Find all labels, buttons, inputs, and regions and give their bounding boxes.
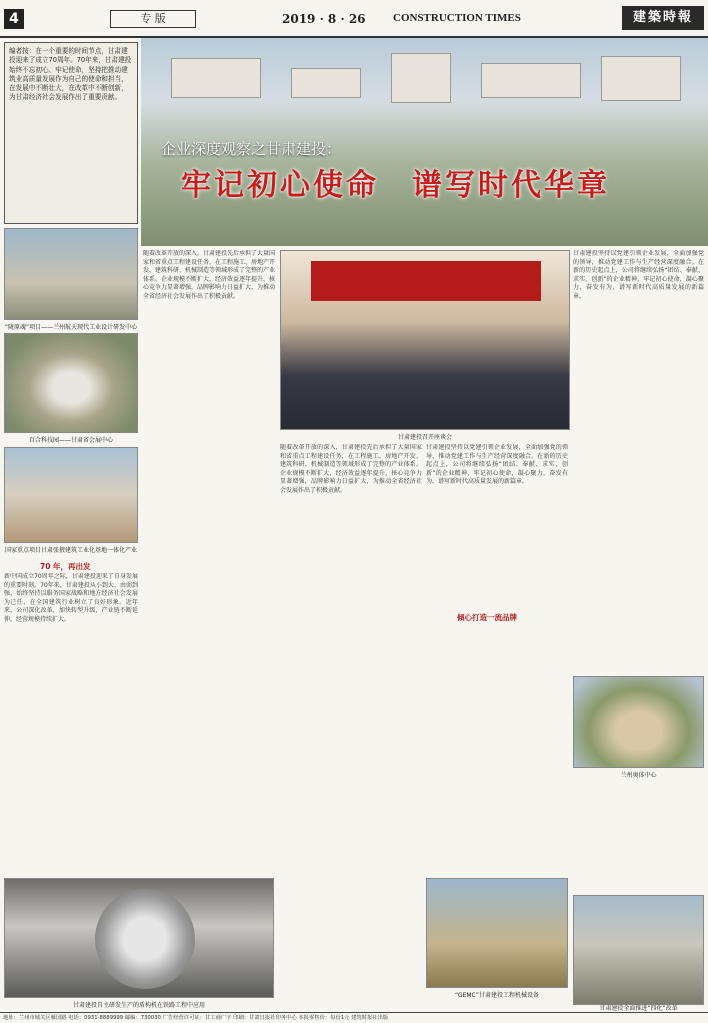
- caption: 百合科技园——甘肃省会展中心: [28, 437, 113, 444]
- footer: 地址：兰州市城关区雁园路 电话：0931-8889999 邮编：730030 广告经营许可证：甘工商广字 印刷：甘肃日报社印务中心 本报零售价：每份1元 建筑时报社出版: [0, 1012, 708, 1023]
- caption: 兰州奥体中心: [620, 772, 657, 779]
- intro-box: 编者按：在一个重要的时间节点，甘肃建投迎来了成立70周年。70年来，甘肃建投始终不忘初心、牢记使命，坚持把推动建筑业高质量发展作为自己的使命和担当，在发展中不断壮大，在改革中不断创新，为甘肃经济社会发展作出了重要贡献。: [4, 42, 138, 224]
- subhead: 倾心打造一流品牌: [457, 613, 517, 622]
- section-label: 专 版: [110, 10, 196, 28]
- caption: “陇原魂”项目——兰州航天现代工业设计研发中心: [4, 324, 138, 331]
- article-column-left: 新中国成立70周年之际，甘肃建投迎来了自身发展的重要时刻。70年来，甘肃建投从小到大、由弱到强，始终坚持以服务国家战略和地方经济社会发展为己任，在全国建筑行业树立了良好形象。近年来，公司深化改革，加快转型升级，产业链不断延伸，经营规模持续扩大。: [4, 573, 138, 623]
- masthead: [0, 0, 708, 38]
- page-number: 4: [4, 9, 24, 29]
- cutterhead: [95, 889, 195, 989]
- photo-machinery: [426, 878, 568, 988]
- article-column-2: 随着改革开放的深入，甘肃建投先后承担了大量国家和省重点工程建设任务，在工程施工、房地产开发、建筑科研、机械制造等领域形成了完整的产业体系。企业规模不断扩大，经济效益逐年提升，核心竞争力显著增强，品牌影响力日益扩大，为推动全省经济社会发展作出了积极贡献。: [280, 444, 422, 494]
- hero-building: [291, 68, 361, 98]
- hero-building: [391, 53, 451, 103]
- photo-stadium: [573, 676, 704, 768]
- hero-building: [481, 63, 581, 98]
- photo-industry-base: [4, 447, 138, 543]
- hero-building: [171, 58, 261, 98]
- caption: 国家重点项目甘肃张掖建筑工业化基地一体化产业: [4, 547, 137, 554]
- paper-name: CONSTRUCTION TIMES: [393, 12, 521, 24]
- hero-building: [601, 56, 681, 101]
- caption: 甘肃建投全面推进“四化”改革: [599, 1005, 678, 1012]
- hero-kicker: 企业深度观察之甘肃建投：: [161, 140, 342, 158]
- photo-tunnel-boring-machine: [4, 878, 274, 998]
- issue-date: 2019 · 8 · 26: [282, 12, 366, 26]
- subhead: 70 年，再出发: [40, 562, 91, 571]
- hero-title: 牢记初心使命 谱写时代华章: [181, 168, 610, 203]
- article-column-1: 随着改革开放的深入，甘肃建投先后承担了大量国家和省重点工程建设任务，在工程施工、房地产开发、建筑科研、机械制造等领域形成了完整的产业体系。企业规模不断扩大，经济效益逐年提升，核心竞争力显著增强，品牌影响力日益扩大，为推动全省经济社会发展作出了积极贡献。: [143, 250, 275, 300]
- caption: 甘肃建投召开座谈会: [397, 434, 452, 441]
- photo-reform: [573, 895, 704, 1005]
- paper-logo: 建築時報: [622, 6, 704, 30]
- hero-banner: [141, 38, 708, 246]
- photo-exhibition-center: [4, 333, 138, 433]
- article-column-3: 甘肃建投坚持以党建引领企业发展，全面加强党的领导，推动党建工作与生产经营深度融合。在新的历史起点上，公司将继续弘扬“团结、奉献、求实、创新”的企业精神，牢记初心使命，凝心聚力，奋发有为，谱写新时代高质量发展的新篇章。: [426, 444, 568, 486]
- article-column-right: 甘肃建投坚持以党建引领企业发展，全面加强党的领导，推动党建工作与生产经营深度融合。在新的历史起点上，公司将继续弘扬“团结、奉献、求实、创新”的企业精神，牢记初心使命，凝心聚力，奋发有为，谱写新时代高质量发展的新篇章。: [573, 250, 704, 300]
- caption: “GEMC”甘肃建投工程机械设备: [455, 992, 539, 999]
- photo-meeting: [280, 250, 570, 430]
- banner-backdrop: [311, 261, 541, 301]
- caption: 甘肃建投自主研发生产的盾构机在铁路工程中应用: [72, 1002, 205, 1009]
- photo-research-center: [4, 228, 138, 320]
